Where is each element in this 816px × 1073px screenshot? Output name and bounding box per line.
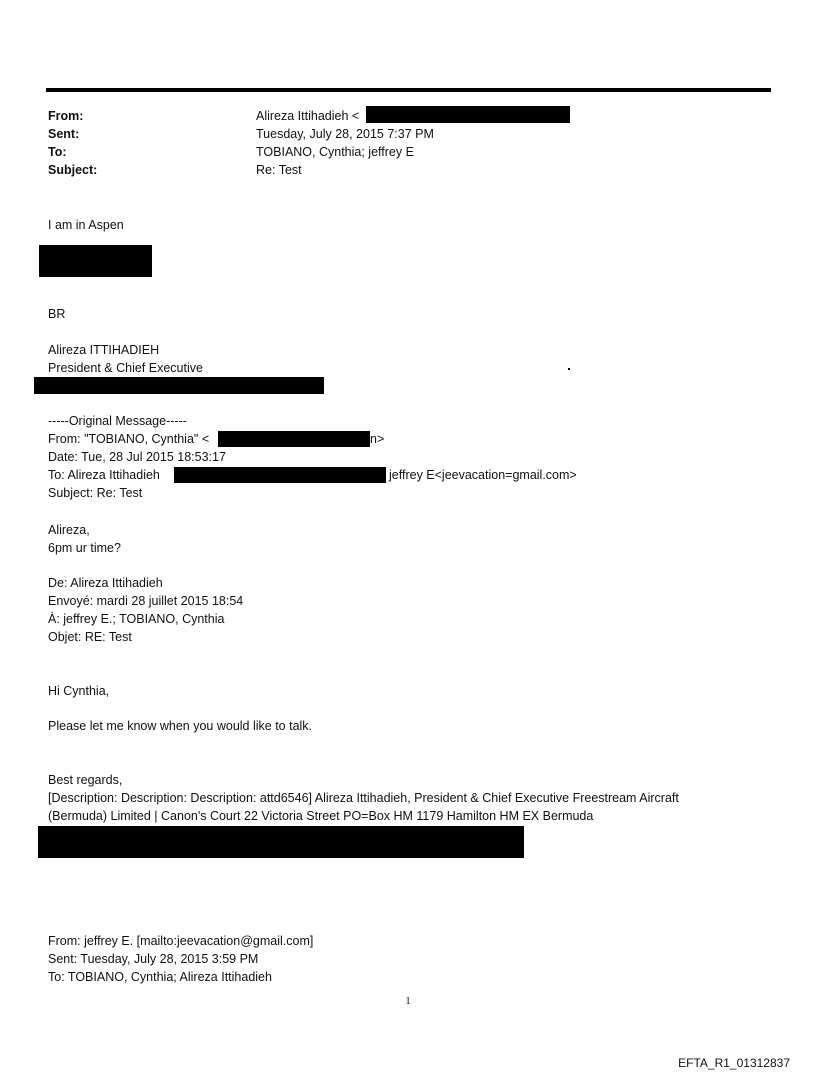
page-number: 1	[405, 995, 411, 1007]
body-line: Hi Cynthia,	[48, 684, 110, 698]
forward-sent-line: Sent: Tuesday, July 28, 2015 3:59 PM	[48, 952, 259, 966]
stray-dot	[568, 368, 570, 370]
signature-name: Alireza ITTIHADIEH	[48, 343, 160, 357]
orig-date-line: Date: Tue, 28 Jul 2015 18:53:17	[48, 450, 226, 464]
to-label: To:	[48, 145, 67, 159]
body-line: Best regards,	[48, 773, 123, 787]
redaction-box	[39, 245, 152, 277]
sent-row	[48, 125, 768, 143]
body-line: Alireza,	[48, 523, 90, 537]
orig-from-line	[48, 430, 209, 448]
from-value: Alireza Ittihadieh <	[256, 109, 360, 123]
forward-from-line: From: jeffrey E. [mailto:jeevacation@gmail.com]	[48, 934, 314, 948]
fr-de-line: De: Alireza Ittihadieh	[48, 576, 163, 590]
fr-envoye-line: Envoyé: mardi 28 juillet 2015 18:54	[48, 594, 244, 608]
body-line: 6pm ur time?	[48, 541, 121, 555]
forward-to-line: To: TOBIANO, Cynthia; Alireza Ittihadieh	[48, 970, 272, 984]
from-label: From:	[48, 109, 84, 123]
signature-title: President & Chief Executive	[48, 361, 203, 375]
sent-value: Tuesday, July 28, 2015 7:37 PM	[256, 127, 434, 141]
orig-subject-line: Subject: Re: Test	[48, 486, 143, 500]
fr-a-line: À: jeffrey E.; TOBIANO, Cynthia	[48, 612, 225, 626]
redaction-box	[366, 106, 570, 123]
redaction-box	[174, 467, 386, 483]
sent-label: Sent:	[48, 127, 80, 141]
body-line: BR	[48, 307, 66, 321]
redaction-box	[34, 377, 324, 394]
subject-value: Re: Test	[256, 163, 302, 177]
redaction-box	[38, 826, 524, 858]
signature-block-line: (Bermuda) Limited | Canon's Court 22 Victoria Street PO=Box HM 1179 Hamilton HM EX Bermuda	[48, 809, 594, 823]
orig-from-text: From: "TOBIANO, Cynthia" <	[48, 432, 210, 446]
to-row	[48, 143, 768, 161]
fr-objet-line: Objet: RE: Test	[48, 630, 132, 644]
original-message-divider: -----Original Message-----	[48, 414, 187, 428]
to-value: TOBIANO, Cynthia; jeffrey E	[256, 145, 414, 159]
orig-from-tail: n>	[370, 432, 385, 446]
subject-label: Subject:	[48, 163, 98, 177]
orig-to-tail: jeffrey E<jeevacation=gmail.com>	[389, 468, 577, 482]
header-rule	[46, 88, 771, 92]
signature-block-line: [Description: Description: Description: attd6546] Alireza Ittihadieh, President & Chief Executive Freestream Aircraft	[48, 791, 679, 805]
body-line: Please let me know when you would like to talk.	[48, 719, 313, 733]
subject-row	[48, 161, 768, 179]
body-line: I am in Aspen	[48, 218, 124, 232]
document-id: EFTA_R1_01312837	[678, 1056, 790, 1070]
orig-to-line: To: Alireza Ittihadieh	[48, 468, 160, 482]
redaction-box	[218, 431, 370, 447]
